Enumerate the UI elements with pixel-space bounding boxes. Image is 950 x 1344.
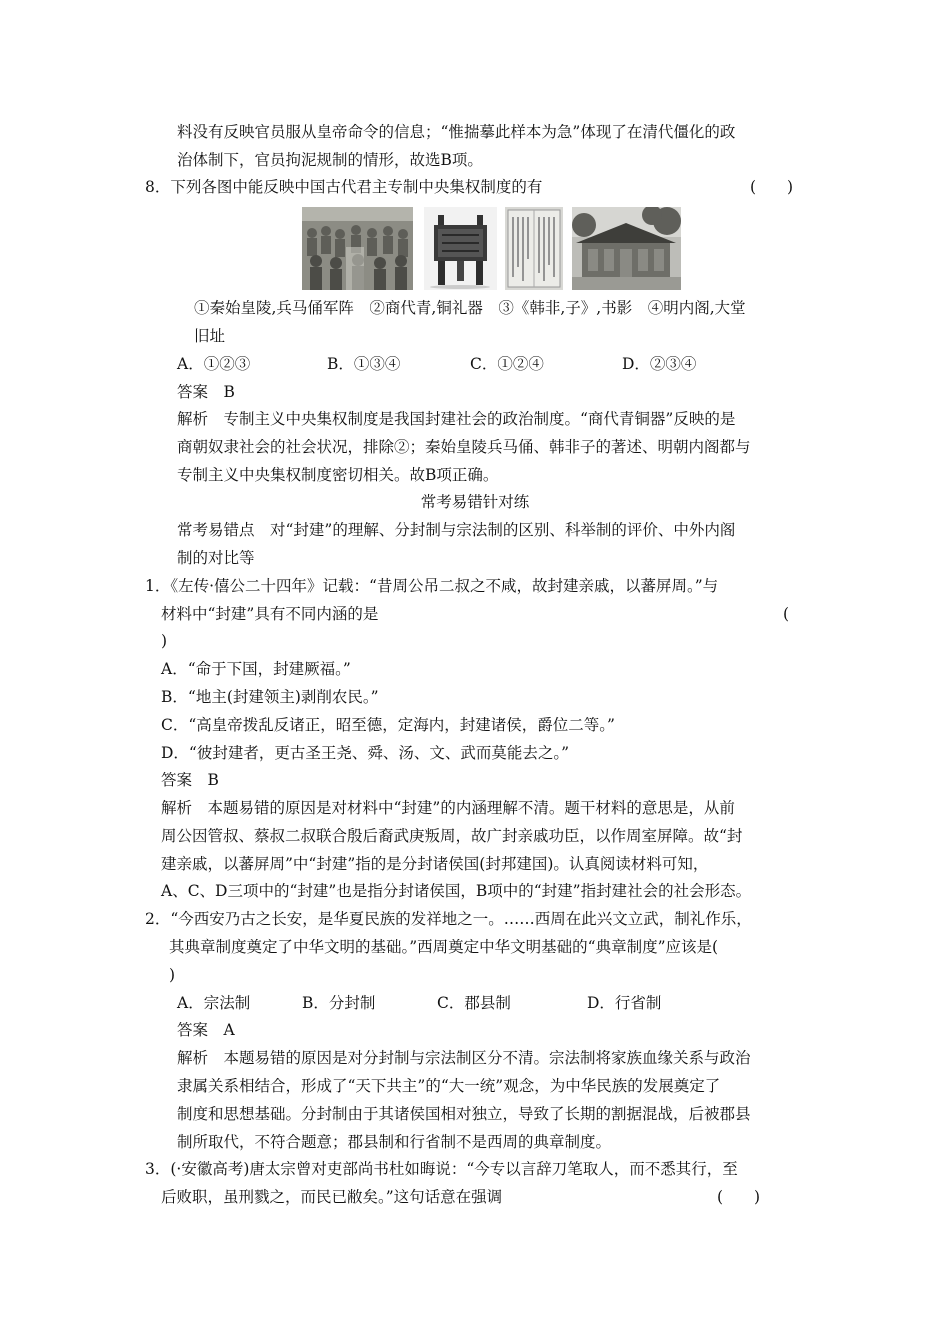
question-1-stem: 材料中“封建”具有不同内涵的是 (161, 605, 379, 623)
answer: 答案 B (177, 383, 235, 401)
option-b: B．“地主(封建领主)剥削农民。” (161, 688, 379, 706)
bronze-vessel-photo (424, 207, 497, 290)
analysis-line: 制所取代，不符合题意；郡县制和行省制不是西周的典章制度。 (177, 1133, 612, 1151)
option-b: B．分封制 (302, 994, 376, 1012)
option-a: A．宗法制 (177, 994, 251, 1012)
answer: 答案 B (161, 771, 219, 789)
answer-paren: ( ) (750, 178, 794, 196)
analysis-line: 隶属关系相结合，形成了“天下共主”的“大一统”观念，为中华民族的发展奠定了 (177, 1077, 721, 1095)
analysis-line: 建亲戚，以蕃屏周”中“封建”指的是分封诸侯国(封邦建国)。认真阅读材料可知， (161, 855, 709, 873)
section-note: 常考易错点 对“封建”的理解、分封制与宗法制的区别、科举制的评价、中外内阁 (177, 521, 736, 539)
analysis-line: 解析 本题易错的原因是对分封制与宗法制区分不清。宗法制将家族血缘关系与政治 (177, 1049, 751, 1067)
question-8-stem: 8．下列各图中能反映中国古代君主专制中央集权制度的有 (145, 178, 543, 196)
question-1-stem: 1．《左传·僖公二十四年》记载：“昔周公吊二叔之不咸，故封建亲戚，以蕃屏周。”与 (145, 577, 719, 595)
analysis-line: 解析 专制主义中央集权制度是我国封建社会的政治制度。“商代青铜器”反映的是 (177, 410, 736, 428)
analysis-line: 制度和思想基础。分封制由于其诸侯国相对独立，导致了长期的割据混战，后被郡县 (177, 1105, 751, 1123)
option-c: C．①②④ (470, 355, 544, 373)
image-captions: ①秦始皇陵,兵马俑军阵 ②商代青,铜礼器 ③《韩非,子》,书影 ④明内阁,大堂 (194, 299, 746, 317)
option-a: A．①②③ (177, 355, 251, 373)
answer-paren: ( (783, 605, 790, 623)
terracotta-army-photo (302, 207, 413, 290)
option-c: C．“高皇帝拨乱反诸正，昭至德，定海内，封建诸侯，爵位二等。” (161, 716, 615, 734)
option-d: D．行省制 (587, 994, 662, 1012)
question-2-stem: 其典章制度奠定了中华文明的基础。”西周奠定中华文明基础的“典章制度”应该是( (169, 938, 719, 956)
option-d: D．“彼封建者，更古圣王尧、舜、汤、文、武而莫能去之。” (161, 744, 570, 762)
text-line: 料没有反映官员服从皇帝命令的信息；“惟揣摹此样本为急”体现了在清代僵化的政 (177, 123, 736, 141)
answer-paren: ( ) (717, 1188, 761, 1206)
section-title: 常考易错针对练 (420, 493, 530, 511)
question-3-stem: 3．(·安徽高考)唐太宗曾对吏部尚书杜如晦说：“今专以言辞刀笔取人，而不悉其行，至 (145, 1160, 738, 1178)
question-2-stem: 2．“今西安乃古之长安，是华夏民族的发祥地之一。……西周在此兴文立武，制礼作乐， (145, 910, 752, 928)
analysis-line: 解析 本题易错的原因是对材料中“封建”的内涵理解不清。题干材料的意思是，从前 (161, 799, 735, 817)
answer-paren: ) (161, 632, 168, 650)
analysis-line: 商朝奴隶社会的社会状况，排除②；秦始皇陵兵马俑、韩非子的著述、明朝内阁都与 (177, 438, 751, 456)
text-line: 治体制下，官员拘泥规制的情形，故选B项。 (177, 151, 483, 169)
option-b: B．①③④ (327, 355, 401, 373)
answer-paren: ) (169, 966, 176, 984)
analysis-line: 专制主义中央集权制度密切相关。故B项正确。 (177, 466, 499, 484)
option-a: A．“命于下国，封建厥福。” (161, 660, 351, 678)
option-c: C．郡县制 (437, 994, 511, 1012)
analysis-line: 周公因管叔、蔡叔二叔联合殷后裔武庚叛周，故广封亲戚功臣，以作周室屏障。故“封 (161, 827, 743, 845)
analysis-line: A、C、D三项中的“封建”也是指分封诸侯国，B项中的“封建”指封建社会的社会形态。 (161, 882, 752, 900)
answer: 答案 A (177, 1021, 235, 1039)
book-page-photo (505, 207, 563, 290)
ming-hall-photo (572, 207, 681, 290)
question-3-stem: 后败职，虽刑戮之，而民已敝矣。”这句话意在强调 (161, 1188, 503, 1206)
image-captions: 旧址 (194, 327, 226, 345)
section-note: 制的对比等 (177, 549, 255, 567)
option-d: D．②③④ (622, 355, 697, 373)
